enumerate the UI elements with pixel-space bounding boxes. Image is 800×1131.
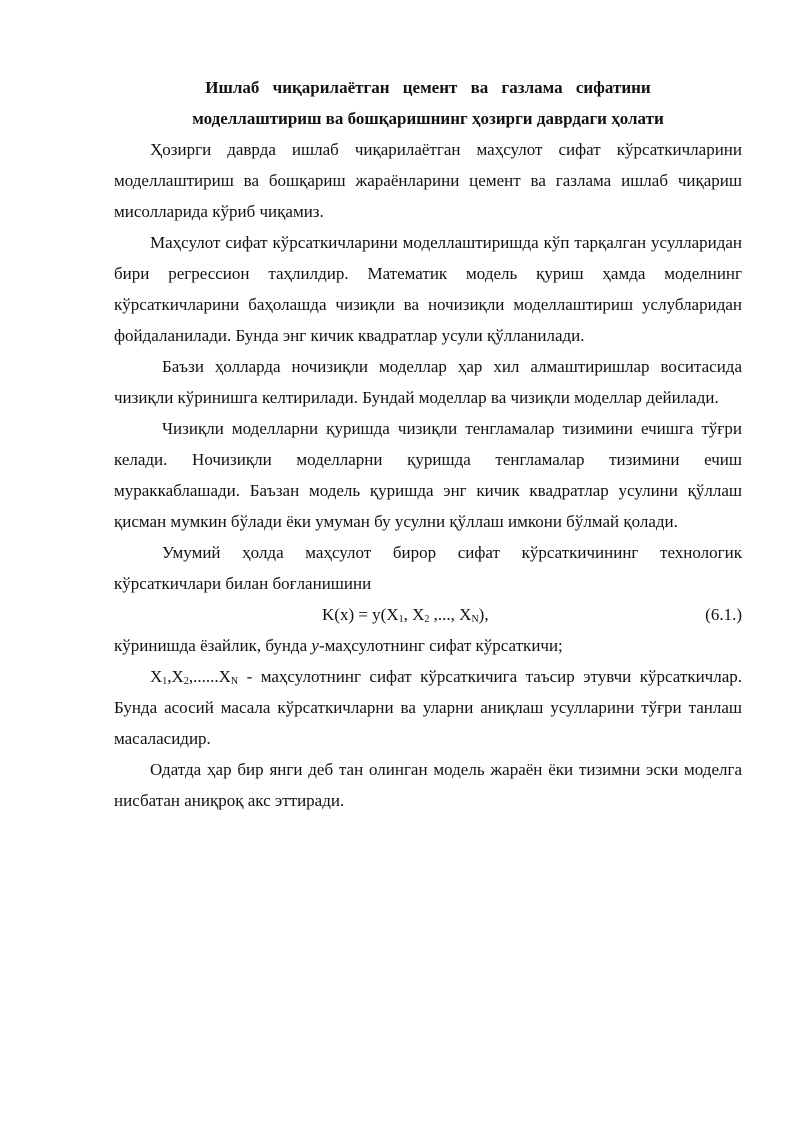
paragraph-3: Баъзи ҳолларда ночизиқли моделлар ҳар хил алмаштиришлар воситасида чизиқли кўринишга келтирилади. Бундай моделлар ва чизиқли моделлар дейилади. — [114, 357, 742, 407]
variable-y: y — [311, 636, 319, 655]
paragraph-6: кўринишда ёзайлик, бунда y-маҳсулотнинг сифат кўрсаткичи; — [114, 636, 563, 655]
paragraph-5: Умумий ҳолда маҳсулот бирор сифат кўрсаткичининг технологик кўрсаткичлари билан боғланишини — [114, 543, 742, 593]
paragraph-4: Чизиқли моделларни қуришда чизиқли тенгламалар тизимини ечишга тўғри келади. Ночизиқли моделларни қуришда тенгламалар тизимини ечиш мураккаблашади. Баъзан модель қуришда энг кичик квадратлар усулини қўллаш қисман мумкин бўлади ёки умуман бу усулни қўллаш имкони бўлмай қолади. — [114, 419, 742, 531]
title-line-2: моделлаштириш ва бошқаришнинг ҳозирги даврдаги ҳолати — [192, 109, 664, 128]
paragraph-1: Ҳозирги даврда ишлаб чиқарилаётган маҳсулот сифат кўрсаткичларини моделлаштириш ва бошқариш жараёнларини цемент ва газлама ишлаб чиқариш мисолларида кўриб чиқамиз. — [114, 140, 742, 221]
document-page — [114, 72, 742, 816]
formula-6-1 — [114, 599, 742, 630]
document-title — [114, 72, 742, 134]
paragraph-2: Маҳсулот сифат кўрсаткичларини моделлаштиришда кўп тарқалган усулларидан бири регрессион таҳлилдир. Математик модель қуриш ҳамда моделнинг кўрсаткичларини баҳолашда чизиқли ва ночизиқли моделлаштириш услубларидан фойдаланилади. Бунда энг кичик квадратлар усули қўлланилади. — [114, 233, 742, 345]
paragraph-8: Одатда ҳар бир янги деб тан олинган модель жараён ёки тизимни эски моделга нисбатан аниқроқ акс эттиради. — [114, 760, 742, 810]
formula-number: (6.1.) — [705, 605, 742, 624]
formula-expression: $K(x) = y(X_1$, $X_2$ ,..., $X_N$), — [322, 605, 489, 625]
title-line-1: Ишлаб чиқарилаётган цемент ва газлама сифатини — [205, 78, 651, 97]
paragraph-7: $X_1,X_2,......X_N$ - маҳсулотнинг сифат кўрсаткичига таъсир этувчи кўрсаткичлар. Бунда асосий масала кўрсаткичларни ва уларни аниқлаш усулларини тўғри танлаш масаласидир. — [114, 667, 742, 748]
